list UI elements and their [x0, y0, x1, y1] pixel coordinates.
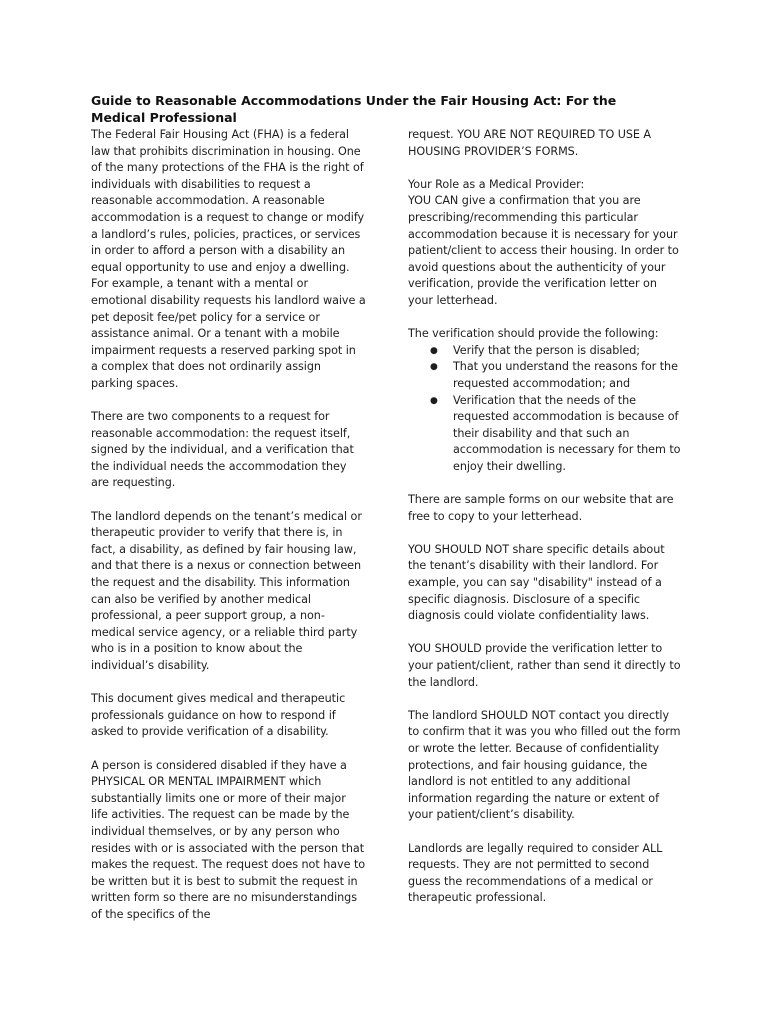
left-column	[91, 127, 366, 924]
list-item	[408, 359, 683, 392]
role-section	[408, 177, 683, 310]
right-column	[408, 127, 683, 907]
verification-intro: The verification should provide the following:	[408, 327, 659, 341]
list-item-text: That you understand the reasons for the requested accommodation; and	[453, 360, 678, 390]
landlord-contact-paragraph: The landlord SHOULD NOT contact you directly to confirm that it was you who filled out the form or wrote the letter. Because of confidentiality protections, and fair housing guidance, the landlord is not entitled to any additional information regarding the nature or extent of your patient/client’s disability.	[408, 708, 681, 822]
bullet-icon: ●	[430, 362, 438, 373]
list-item-text: Verification that the needs of the requested accommodation is because of their disability and that such an accommodation is necessary for them to enjoy their dwelling.	[453, 393, 681, 473]
verification-list	[408, 343, 683, 476]
landlords-required-paragraph: Landlords are legally required to consider ALL requests. They are not permitted to second guess the recommendations of a medical or therapeutic professional.	[408, 841, 663, 905]
should-provide-paragraph: YOU SHOULD provide the verification letter to your patient/client, rather than send it directly to the landlord.	[408, 642, 681, 689]
bullet-icon: ●	[430, 395, 438, 406]
list-item	[408, 343, 683, 360]
fha-intro-paragraph: The Federal Fair Housing Act (FHA) is a federal law that prohibits discrimination in housing. One of the many protections of the FHA is the right of individuals with disabilities to request a reasonable accommodation. A reasonable accommodation is a request to change or modify a landlord’s rules, policies, practices, or services in order to afford a person with a disability an equal opportunity to use and enjoy a dwelling. For example, a tenant with a mental or emotional disability requests his landlord waive a pet deposit fee/pet policy for a service or assistance animal. Or a tenant with a mobile impairment requests a reserved parking spot in a complex that does not ordinarily assign parking spaces.	[91, 128, 366, 390]
document-purpose-paragraph: This document gives medical and therapeutic professionals guidance on how to respond if asked to provide verification of a disability.	[91, 692, 346, 739]
should-not-share-paragraph: YOU SHOULD NOT share specific details about the tenant’s disability with their landlord. For example, you can say "disability" instead of a specific diagnosis. Disclosure of a specific diagnosis could violate confidentiality laws.	[408, 542, 665, 623]
sample-forms-paragraph: There are sample forms on our website that are free to copy to your letterhead.	[408, 493, 674, 523]
disabled-definition-paragraph: A person is considered disabled if they have a PHYSICAL OR MENTAL IMPAIRMENT which substantially limits one or more of their major life activities. The request can be made by the individual themselves, or by any person who resides with or is associated with the person that makes the request. The request does not have to be written but it is best to submit the request in written form so there are no misunderstandings of the specifics of the	[91, 758, 366, 921]
role-heading: Your Role as a Medical Provider:	[408, 177, 585, 191]
document-title: Guide to Reasonable Accommodations Under the Fair Housing Act: For the Medical Professional	[91, 93, 617, 125]
list-item-text: Verify that the person is disabled;	[453, 343, 640, 357]
list-item	[408, 393, 683, 476]
continuation-paragraph: request. YOU ARE NOT REQUIRED TO USE A HOUSING PROVIDER’S FORMS.	[408, 128, 652, 158]
request-components-paragraph: There are two components to a request for reasonable accommodation: the request itself, signed by the individual, and a verification that the individual needs the accommodation they are requesting.	[91, 410, 354, 490]
bullet-icon: ●	[430, 345, 438, 356]
role-text: YOU CAN give a confirmation that you are prescribing/recommending this particular accommodation because it is necessary for your patient/client to access their housing. In order to avoid questions about the authenticity of your verification, provide the verification letter on your letterhead.	[408, 194, 679, 307]
landlord-verification-paragraph: The landlord depends on the tenant’s medical or therapeutic provider to verify that there is, in fact, a disability, as defined by fair housing law, and that there is a nexus or connection between the request and the disability. This information can also be verified by another medical professional, a peer support group, a non-medical service agency, or a reliable third party who is in a position to know about the individual’s disability.	[91, 509, 362, 672]
